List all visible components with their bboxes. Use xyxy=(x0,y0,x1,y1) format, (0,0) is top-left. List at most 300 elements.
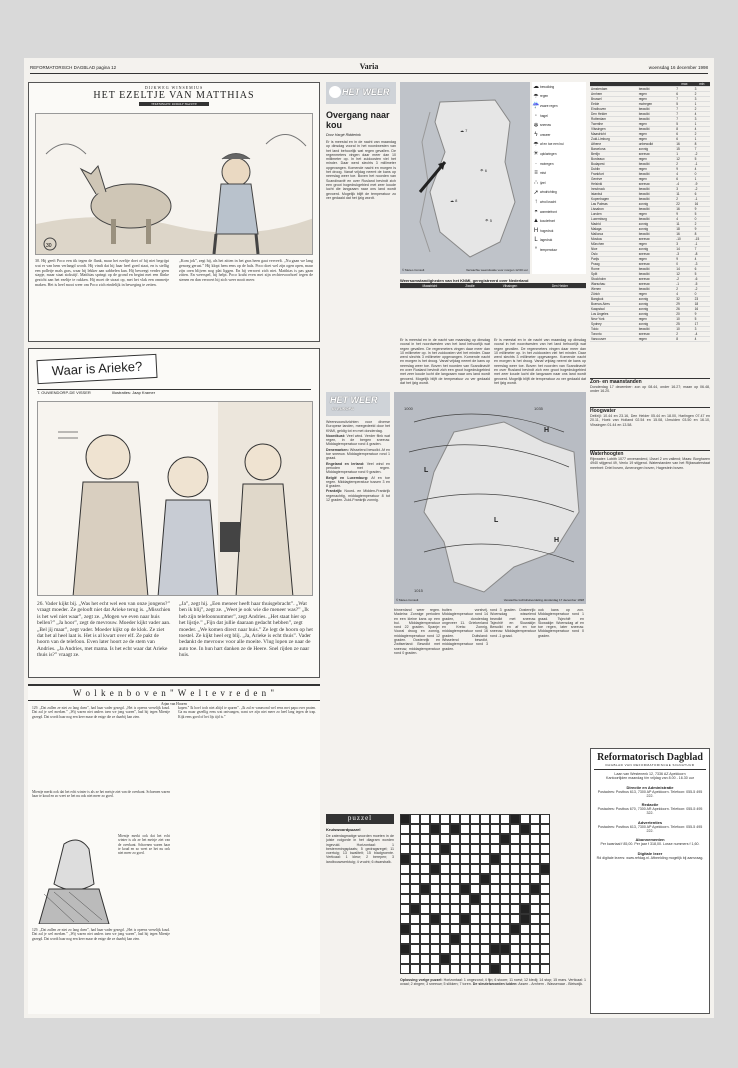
table-cell: 3 xyxy=(694,117,710,122)
crossword-cell[interactable] xyxy=(500,904,510,914)
legend-label: lagedruk xyxy=(540,238,553,243)
crossword-cell[interactable] xyxy=(440,854,450,864)
crossword-cell[interactable] xyxy=(530,964,540,974)
crossword-cell[interactable] xyxy=(480,914,490,924)
crossword-cell[interactable] xyxy=(520,874,530,884)
crossword-cell[interactable] xyxy=(470,844,480,854)
page-header xyxy=(30,62,708,74)
crossword-cell[interactable] xyxy=(520,854,530,864)
table-cell: sneeuw xyxy=(638,237,676,242)
crossword-cell[interactable] xyxy=(420,854,430,864)
crossword-cell[interactable] xyxy=(410,814,420,824)
crossword-cell[interactable] xyxy=(520,964,530,974)
svg-text:1035: 1035 xyxy=(534,406,543,411)
table-cell: 10 xyxy=(675,317,693,322)
crossword-cell[interactable] xyxy=(450,904,460,914)
crossword-cell[interactable] xyxy=(500,964,510,974)
legend-symbol-icon: · xyxy=(535,160,537,167)
table-cell: -6 xyxy=(694,277,710,282)
weather-europe-logo xyxy=(326,392,390,416)
crossword-cell[interactable] xyxy=(460,854,470,864)
table-cell: 20 xyxy=(675,312,693,317)
crossword-cell[interactable] xyxy=(520,864,530,874)
crossword-cell[interactable] xyxy=(420,904,430,914)
crossword-cell[interactable] xyxy=(400,884,410,894)
table-cell: 7 xyxy=(675,87,693,92)
crossword-cell[interactable] xyxy=(530,904,540,914)
crossword-cell[interactable] xyxy=(460,944,470,954)
comic2-text-left: 26. Vader kijkt bij. „Was het echt wel een van onze jongens?” vraagt moeder. Ze gelooft niet dat Arieke terug is. „Misschien is het wel niet waar”, zegt ze. „Mogen we even naar huis bellen?” „Ja hoor”, zegt de mevrouw. Moeder kijkt vader aan. „Bel jij maar”, zegt vader. Moeder kijkt op de klok. Ze ziet dat het al heel laat is. Het is al kwart over elf. Ze pakt de hoorn van de telefoon. Even later hoort ze de stem van Andries. „Ja Andries, met mama. Is het echt waar dat Arieke thuis is?” vraagt ze. xyxy=(37,601,171,659)
crossword-cell[interactable] xyxy=(540,844,550,854)
table-cell: regen xyxy=(638,317,676,322)
crossword-cell[interactable] xyxy=(420,944,430,954)
crossword-cell[interactable] xyxy=(480,924,490,934)
crossword-cell[interactable] xyxy=(450,944,460,954)
crossword-cell[interactable] xyxy=(520,934,530,944)
table-cell: Innsbruck xyxy=(590,187,638,192)
hoogwater-text: Delfzijl: 10.44 en 23.16, Den Helder 05.44 en 18.00, Harlingen 07.47 en 20.11, Hoek van Holland 02.54 en 15.08, IJmuiden 03.50 en 16.10, Vlissingen 01.44 en 13.58. xyxy=(590,414,710,427)
table-cell: -9 xyxy=(694,182,710,187)
legend-item xyxy=(532,188,586,198)
hooded-figure-drawing xyxy=(34,834,114,924)
table-cell: bewolkt xyxy=(638,267,676,272)
crossword-cell[interactable] xyxy=(440,834,450,844)
weather-map-caption: Verwachte weersituatie voor morgen 12:00 uur xyxy=(465,268,528,272)
puzzle-subtitle: Kruiswoordpuzzel xyxy=(326,827,361,832)
crossword-cell[interactable] xyxy=(440,814,450,824)
crossword-cell[interactable] xyxy=(420,834,430,844)
crossword-cell[interactable] xyxy=(460,844,470,854)
crossword-cell[interactable] xyxy=(450,814,460,824)
boy-and-donkey-drawing xyxy=(36,114,313,255)
crossword-cell[interactable] xyxy=(540,954,550,964)
crossword-cell[interactable] xyxy=(430,834,440,844)
crossword-cell[interactable] xyxy=(520,814,530,824)
crossword-cell[interactable] xyxy=(420,864,430,874)
legend-symbol-icon: ↑ xyxy=(534,198,538,205)
crossword-cell[interactable] xyxy=(510,894,520,904)
crossword-cell[interactable] xyxy=(460,904,470,914)
table-cell: Buenos Aires xyxy=(590,302,638,307)
table-cell: Dublin xyxy=(590,167,638,172)
table-cell: Istanbul xyxy=(590,192,638,197)
table-cell: bewolkt xyxy=(638,287,676,292)
crossword-cell[interactable] xyxy=(430,954,440,964)
table-cell: 5 xyxy=(694,272,710,277)
crossword-cell[interactable] xyxy=(420,824,430,834)
crossword-cell[interactable] xyxy=(540,914,550,924)
crossword-cell[interactable] xyxy=(430,904,440,914)
crossword-cell[interactable] xyxy=(480,964,490,974)
crossword-cell[interactable] xyxy=(530,924,540,934)
crossword-cell[interactable] xyxy=(430,884,440,894)
crossword-cell[interactable] xyxy=(420,954,430,964)
crossword-cell[interactable] xyxy=(440,824,450,834)
crossword-cell[interactable] xyxy=(460,834,470,844)
crossword-cell[interactable] xyxy=(460,874,470,884)
crossword-cell xyxy=(460,884,470,894)
crossword-cell[interactable] xyxy=(460,934,470,944)
crossword-cell[interactable] xyxy=(450,894,460,904)
crossword-cell[interactable] xyxy=(490,864,500,874)
crossword-cell[interactable] xyxy=(410,884,420,894)
crossword-cell[interactable] xyxy=(410,894,420,904)
crossword-cell[interactable] xyxy=(440,964,450,974)
crossword-cell[interactable] xyxy=(520,834,530,844)
svg-text:H: H xyxy=(554,537,560,544)
crossword-cell xyxy=(430,824,440,834)
crossword-cell[interactable] xyxy=(460,924,470,934)
crossword-cell[interactable] xyxy=(470,904,480,914)
crossword-cell[interactable] xyxy=(440,874,450,884)
crossword-cell[interactable] xyxy=(510,874,520,884)
crossword-cell[interactable] xyxy=(470,924,480,934)
table-cell: 0 xyxy=(694,172,710,177)
crossword-cell[interactable] xyxy=(470,934,480,944)
crossword-cell[interactable] xyxy=(490,914,500,924)
crossword-cell[interactable] xyxy=(430,934,440,944)
crossword-cell[interactable] xyxy=(470,854,480,864)
crossword-cell[interactable] xyxy=(490,924,500,934)
crossword-cell[interactable] xyxy=(420,964,430,974)
crossword-cell[interactable] xyxy=(510,934,520,944)
crossword-cell[interactable] xyxy=(530,814,540,824)
crossword-cell[interactable] xyxy=(470,944,480,954)
table-cell: 1 xyxy=(694,122,710,127)
crossword-cell[interactable] xyxy=(530,854,540,864)
crossword-cell[interactable] xyxy=(410,864,420,874)
table-cell: 1 xyxy=(694,137,710,142)
crossword-cell[interactable] xyxy=(400,954,410,964)
crossword-cell[interactable] xyxy=(510,834,520,844)
legend-item xyxy=(532,226,586,236)
crossword-cell[interactable] xyxy=(410,874,420,884)
crossword-cell[interactable] xyxy=(400,844,410,854)
crossword-cell[interactable] xyxy=(470,914,480,924)
crossword-cell[interactable] xyxy=(470,874,480,884)
crossword-cell[interactable] xyxy=(440,924,450,934)
crossword-cell[interactable] xyxy=(530,954,540,964)
crossword-cell[interactable] xyxy=(540,924,550,934)
table-cell: 4 xyxy=(675,217,693,222)
table-cell: Madrid xyxy=(590,222,638,227)
table-cell: bewolkt xyxy=(638,217,676,222)
table-cell: 29 xyxy=(675,302,693,307)
crossword-cell[interactable] xyxy=(420,914,430,924)
crossword-cell[interactable] xyxy=(460,864,470,874)
crossword-cell[interactable] xyxy=(440,914,450,924)
crossword-cell[interactable] xyxy=(530,934,540,944)
crossword-cell[interactable] xyxy=(470,864,480,874)
table-cell: 8 xyxy=(694,142,710,147)
crossword-cell[interactable] xyxy=(470,834,480,844)
crossword-cell[interactable] xyxy=(540,884,550,894)
table-cell: bewolkt xyxy=(638,172,676,177)
crossword-cell[interactable] xyxy=(410,914,420,924)
table-cell: 7 xyxy=(675,117,693,122)
crossword-cell[interactable] xyxy=(450,954,460,964)
table-cell: München xyxy=(590,242,638,247)
table-cell: Praag xyxy=(590,262,638,267)
crossword-cell[interactable] xyxy=(410,854,420,864)
crossword-cell[interactable] xyxy=(440,864,450,874)
crossword-cell[interactable] xyxy=(530,914,540,924)
table-cell: 9 xyxy=(694,207,710,212)
table-cell: Helsinki xyxy=(590,182,638,187)
table-cell: bewolkt xyxy=(638,162,676,167)
table-cell: 11 xyxy=(675,192,693,197)
crossword-cell[interactable] xyxy=(470,824,480,834)
crossword-cell[interactable] xyxy=(450,914,460,924)
crossword-cell[interactable] xyxy=(500,934,510,944)
crossword-cell[interactable] xyxy=(440,944,450,954)
crossword-cell[interactable] xyxy=(450,844,460,854)
crossword-cell[interactable] xyxy=(530,944,540,954)
crossword-cell[interactable] xyxy=(520,944,530,954)
crossword-cell[interactable] xyxy=(500,844,510,854)
crossword-cell[interactable] xyxy=(450,834,460,844)
crossword-cell[interactable] xyxy=(400,824,410,834)
crossword-cell[interactable] xyxy=(510,944,520,954)
crossword-cell[interactable] xyxy=(490,824,500,834)
puzzle-title: puzzel xyxy=(326,814,394,824)
crossword-cell[interactable] xyxy=(500,874,510,884)
table-cell: New York xyxy=(590,317,638,322)
crossword-cell[interactable] xyxy=(410,824,420,834)
crossword-cell[interactable] xyxy=(490,814,500,824)
table-cell: Twenthe xyxy=(590,122,638,127)
crossword-cell[interactable] xyxy=(530,824,540,834)
legend-symbol-icon: ° xyxy=(534,246,538,253)
crossword-cell[interactable] xyxy=(400,964,410,974)
weather-continued-2: Er is meestal en in de nacht van maandag op dinsdag vooral in het noordwesten van het land behoorlijk wat regen gevallen. De regenmeters vingen daar meer dan 10 millimeter op. In het zuidoosten viel het minder. Daar werd slechts 3 millimeter opgevangen. Komende nacht en morgen is het droog. Vanaf vrijdag neemt de kans op neerslag weer toe. Boven het noorden van Scandinavië en over Rusland bevindt zich een groot hogedrukgebied met zeer koude lucht die langzaam naar ons land wordt gevoerd. Mogelijk blijft de temperatuur zo ver gedaald dat het ijzig wordt. xyxy=(494,338,586,385)
crossword-cell[interactable] xyxy=(480,814,490,824)
crossword-cell[interactable] xyxy=(440,904,450,914)
crossword-grid[interactable] xyxy=(400,814,550,974)
europe-map-caption: Verwachte luchtdrukverdeling donderdag 17 december 1998 xyxy=(503,598,584,602)
crossword-cell[interactable] xyxy=(520,954,530,964)
crossword-cell[interactable] xyxy=(470,964,480,974)
crossword-cell[interactable] xyxy=(430,894,440,904)
crossword-cell[interactable] xyxy=(430,844,440,854)
crossword-cell[interactable] xyxy=(500,884,510,894)
crossword-cell[interactable] xyxy=(420,934,430,944)
crossword-cell[interactable] xyxy=(460,894,470,904)
legend-label: ijzel xyxy=(540,180,546,185)
table-cell: -4 xyxy=(675,182,693,187)
crossword-cell[interactable] xyxy=(470,814,480,824)
crossword-cell[interactable] xyxy=(400,874,410,884)
crossword-cell xyxy=(520,914,530,924)
table-cell: -1 xyxy=(694,242,710,247)
crossword-cell xyxy=(510,924,520,934)
crossword-cell[interactable] xyxy=(510,844,520,854)
crossword-cell[interactable] xyxy=(500,954,510,964)
crossword-cell[interactable] xyxy=(400,904,410,914)
table-cell: Berlijn xyxy=(590,152,638,157)
table-cell: 7 xyxy=(675,97,693,102)
crossword-cell[interactable] xyxy=(540,834,550,844)
crossword-cell[interactable] xyxy=(520,894,530,904)
crossword-cell[interactable] xyxy=(500,824,510,834)
crossword-cell[interactable] xyxy=(420,874,430,884)
crossword-cell[interactable] xyxy=(530,844,540,854)
table-cell: -10 xyxy=(675,237,693,242)
crossword-cell[interactable] xyxy=(540,904,550,914)
crossword-cell[interactable] xyxy=(490,844,500,854)
crossword-cell[interactable] xyxy=(500,924,510,934)
crossword-cell[interactable] xyxy=(490,934,500,944)
crossword-cell[interactable] xyxy=(520,924,530,934)
table-cell: Amsterdam xyxy=(590,87,638,92)
crossword-cell[interactable] xyxy=(440,884,450,894)
crossword-cell[interactable] xyxy=(440,894,450,904)
crossword-cell[interactable] xyxy=(450,864,460,874)
crossword-cell[interactable] xyxy=(460,824,470,834)
crossword-cell[interactable] xyxy=(400,934,410,944)
crossword-cell[interactable] xyxy=(450,964,460,974)
crossword-cell[interactable] xyxy=(410,964,420,974)
crossword-cell[interactable] xyxy=(510,854,520,864)
crossword-cell[interactable] xyxy=(540,854,550,864)
crossword-cell[interactable] xyxy=(400,914,410,924)
crossword-cell[interactable] xyxy=(460,954,470,964)
crossword-cell[interactable] xyxy=(410,944,420,954)
crossword-cell[interactable] xyxy=(500,864,510,874)
crossword-cell[interactable] xyxy=(500,854,510,864)
crossword-cell[interactable] xyxy=(470,884,480,894)
crossword-cell[interactable] xyxy=(540,894,550,904)
crossword-cell[interactable] xyxy=(480,864,490,874)
crossword-cell[interactable] xyxy=(510,824,520,834)
table-cell: Oslo xyxy=(590,252,638,257)
crossword-cell xyxy=(400,944,410,954)
table-cell: bewolkt xyxy=(638,107,676,112)
feuilleton-col2: kopen.” Ik hoef toch niet altijd te sparen”. „Ik zal er vanavond wel eens met papa over praten. Ga nu maar gezellig eens wat ontvangen, want we zijn niet meer zo heel lang tegen de trap. Kijk eens goed of het lijs tijd is.” xyxy=(178,706,316,719)
crossword-cell[interactable] xyxy=(540,964,550,974)
weather-legend xyxy=(532,82,586,274)
crossword-cell[interactable] xyxy=(480,884,490,894)
table-cell: Los Angeles xyxy=(590,312,638,317)
crossword-cell[interactable] xyxy=(480,904,490,914)
crossword-cell[interactable] xyxy=(450,884,460,894)
crossword-cell[interactable] xyxy=(490,834,500,844)
crossword-cell[interactable] xyxy=(510,864,520,874)
crossword-cell[interactable] xyxy=(410,844,420,854)
table-cell: 14 xyxy=(675,267,693,272)
crossword-cell[interactable] xyxy=(510,954,520,964)
crossword-cell[interactable] xyxy=(510,884,520,894)
crossword-cell[interactable] xyxy=(500,914,510,924)
crossword-cell[interactable] xyxy=(400,864,410,874)
comic-text-right: „Kom jok”, zegt hij, als het zitten in het gras heen gaat verveelt. „Nu gaan we lang genoeg gerust.” Hij klopt hem eens op de hals. Poco doet wel zijn ogen open, maar zijn oren blijven nog plat liggen. En hij verroert zich niet. Matthias is pas gaan zitten. En weerspel, hij helpt. Poco kraht even met zijn rechtervoorhoef tegen de stenen en dan verroert hij zich weer nooit meer. xyxy=(179,259,313,283)
crossword-cell[interactable] xyxy=(420,814,430,824)
crossword-cell[interactable] xyxy=(420,894,430,904)
crossword-cell[interactable] xyxy=(430,854,440,864)
crossword-cell[interactable] xyxy=(420,924,430,934)
crossword-cell[interactable] xyxy=(480,934,490,944)
crossword-cell[interactable] xyxy=(480,944,490,954)
legend-symbol-icon: ◦ xyxy=(534,112,538,119)
crossword-cell[interactable] xyxy=(420,844,430,854)
weather-europe-col3: buiten vorstvrij. Middagtemperatuur rond 14 graden, donderdag ongeveer 11. Griekenland en Kreta: Zonnig, middagtemperatuur rond 16 graden. Duitsland: Wisselend bewolkt, middagtemperatuur rond 3 graden. xyxy=(442,608,488,651)
crossword-cell[interactable] xyxy=(410,954,420,964)
crossword-cell[interactable] xyxy=(480,834,490,844)
crossword-cell[interactable] xyxy=(450,874,460,884)
crossword-cell[interactable] xyxy=(500,814,510,824)
table-cell: Vlissingen xyxy=(590,127,638,132)
crossword-cell[interactable] xyxy=(430,964,440,974)
crossword-cell[interactable] xyxy=(540,874,550,884)
crossword-cell[interactable] xyxy=(440,934,450,944)
crossword-cell[interactable] xyxy=(540,814,550,824)
crossword-cell[interactable] xyxy=(400,834,410,844)
crossword-cell[interactable] xyxy=(450,924,460,934)
table-cell: Mallorca xyxy=(590,232,638,237)
crossword-cell[interactable] xyxy=(480,954,490,964)
crossword-cell[interactable] xyxy=(500,894,510,904)
table-cell: regen xyxy=(638,242,676,247)
crossword-cell[interactable] xyxy=(530,894,540,904)
crossword-cell[interactable] xyxy=(490,874,500,884)
crossword-cell[interactable] xyxy=(530,874,540,884)
crossword-cell[interactable] xyxy=(400,894,410,904)
legend-item xyxy=(532,140,586,150)
crossword-cell[interactable] xyxy=(480,844,490,854)
crossword-cell[interactable] xyxy=(480,894,490,904)
crossword-cell[interactable] xyxy=(480,854,490,864)
crossword-cell[interactable] xyxy=(490,904,500,914)
crossword-cell[interactable] xyxy=(450,854,460,864)
table-cell: 0 xyxy=(694,292,710,297)
crossword-cell[interactable] xyxy=(480,824,490,834)
table-cell: 18 xyxy=(675,227,693,232)
crossword-cell[interactable] xyxy=(520,844,530,854)
rd-h4: Abonnementen xyxy=(635,837,665,843)
crossword-cell[interactable] xyxy=(530,834,540,844)
crossword-cell[interactable] xyxy=(460,964,470,974)
table-cell: Budapest xyxy=(590,162,638,167)
crossword-cell[interactable] xyxy=(410,934,420,944)
crossword-cell[interactable] xyxy=(410,834,420,844)
crossword-cell[interactable] xyxy=(510,914,520,924)
table-cell: motregen xyxy=(638,102,676,107)
crossword-cell[interactable] xyxy=(470,954,480,964)
crossword-cell[interactable] xyxy=(490,954,500,964)
crossword-cell[interactable] xyxy=(430,944,440,954)
crossword-cell[interactable] xyxy=(430,924,440,934)
rd-colophon xyxy=(590,748,710,1014)
crossword-cell[interactable] xyxy=(430,814,440,824)
crossword-cell[interactable] xyxy=(540,944,550,954)
legend-item xyxy=(532,92,586,102)
crossword-cell[interactable] xyxy=(510,904,520,914)
crossword-cell[interactable] xyxy=(490,894,500,904)
table-cell: 4 xyxy=(675,172,693,177)
crossword-cell[interactable] xyxy=(540,824,550,834)
comic2-title: Waar is Arieke? xyxy=(36,354,157,384)
crossword-cell[interactable] xyxy=(540,934,550,944)
crossword-cell[interactable] xyxy=(430,874,440,884)
table-cell: Parijs xyxy=(590,257,638,262)
crossword-cell[interactable] xyxy=(510,964,520,974)
crossword-cell[interactable] xyxy=(490,884,500,894)
crossword-cell[interactable] xyxy=(530,864,540,874)
table-cell: -5 xyxy=(694,282,710,287)
crossword-cell[interactable] xyxy=(410,924,420,934)
crossword-cell[interactable] xyxy=(460,814,470,824)
crossword-cell[interactable] xyxy=(520,884,530,894)
